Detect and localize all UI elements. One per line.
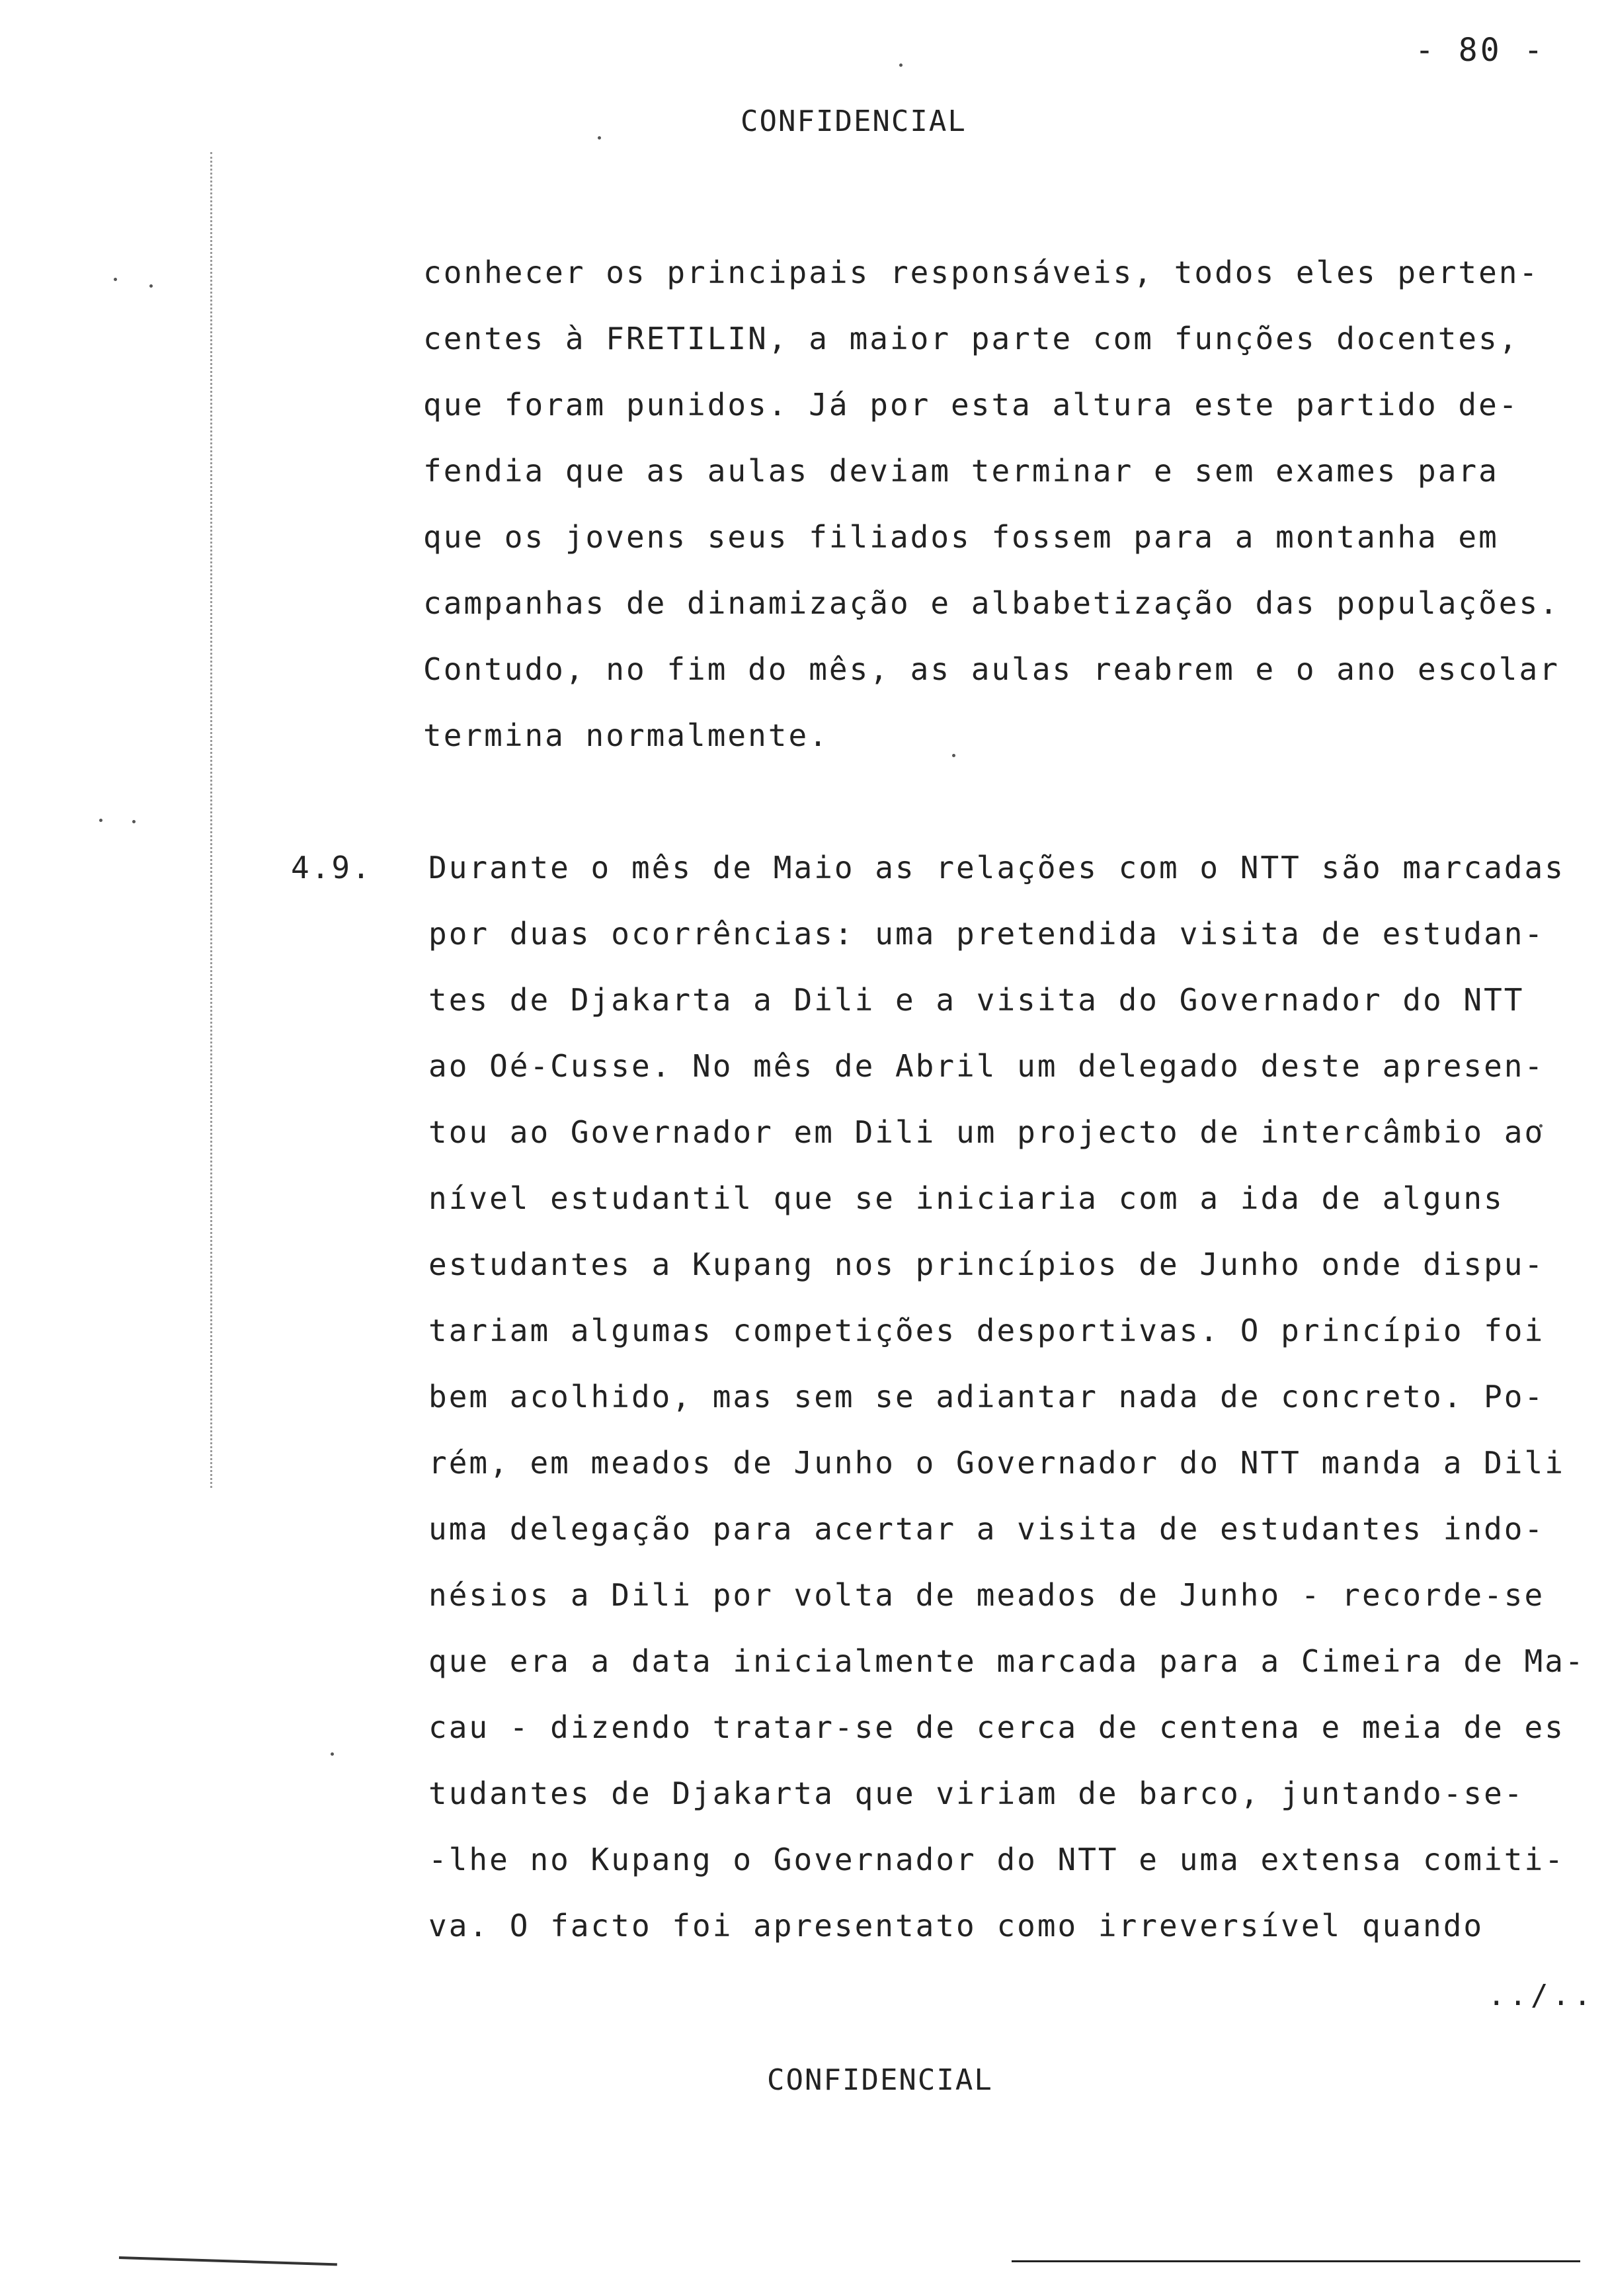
- text-line: que os jovens seus filiados fossem para a montanha em: [423, 519, 1499, 555]
- text-line: tariam algumas competições desportivas. O princípio foi: [428, 1313, 1545, 1348]
- text-line: centes à FRETILIN, a maior parte com funções docentes,: [423, 321, 1519, 356]
- page-number: - 80 -: [1415, 32, 1546, 69]
- text-line: -lhe no Kupang o Governador do NTT e uma extensa comiti-: [428, 1842, 1565, 1877]
- text-line: tudantes de Djakarta que viriam de barco, juntando-se-: [428, 1776, 1525, 1811]
- header-classification: CONFIDENCIAL: [741, 104, 967, 138]
- text-line: que era a data inicialmente marcada para a Cimeira de Ma-: [428, 1643, 1586, 1679]
- text-line: tes de Djakarta a Dili e a visita do Governador do NTT: [428, 982, 1525, 1018]
- text-line: estudantes a Kupang nos princípios de Junho onde dispu-: [428, 1247, 1545, 1282]
- scan-speck: [149, 284, 153, 288]
- text-line: que foram punidos. Já por esta altura este partido de-: [423, 387, 1519, 423]
- text-line: ao Oé-Cusse. No mês de Abril um delegado deste apresen-: [428, 1048, 1545, 1084]
- scan-speck: [114, 278, 117, 281]
- section-4-9-body: [428, 835, 1586, 1959]
- text-line: Durante o mês de Maio as relações com o NTT são marcadas: [428, 850, 1565, 885]
- scan-speck: [598, 136, 601, 140]
- text-line: Contudo, no fim do mês, as aulas reabrem e o ano escolar: [423, 651, 1560, 687]
- text-line: termina normalmente.: [423, 718, 829, 753]
- bottom-right-rule: [1012, 2260, 1580, 2262]
- scan-speck: [99, 819, 102, 822]
- text-line: rém, em meados de Junho o Governador do NTT manda a Dili: [428, 1445, 1565, 1481]
- text-line: conhecer os principais responsáveis, todos eles perten-: [423, 255, 1540, 290]
- text-line: va. O facto foi apresentato como irreversível quando: [428, 1908, 1484, 1944]
- text-line: cau - dizendo tratar-se de cerca de centena e meia de es: [428, 1709, 1565, 1745]
- continuation-marker: ../..: [1488, 1979, 1595, 2012]
- text-line: por duas ocorrências: uma pretendida visita de estudan-: [428, 916, 1545, 952]
- text-line: nésios a Dili por volta de meados de Junho - recorde-se: [428, 1577, 1545, 1613]
- scan-speck: [331, 1752, 334, 1756]
- text-line: bem acolhido, mas sem se adiantar nada de concreto. Po-: [428, 1379, 1545, 1414]
- text-line: uma delegação para acertar a visita de estudantes indo-: [428, 1511, 1545, 1547]
- text-line: tou ao Governador em Dili um projecto de intercâmbio ao: [428, 1114, 1545, 1150]
- scan-speck: [132, 820, 136, 823]
- bottom-left-rule: [119, 2256, 337, 2266]
- footer-classification: CONFIDENCIAL: [767, 2063, 993, 2097]
- section-number: 4.9.: [291, 850, 372, 885]
- text-line: fendia que as aulas deviam terminar e sem exames para: [423, 453, 1499, 489]
- text-line: nível estudantil que se iniciaria com a ida de alguns: [428, 1180, 1504, 1216]
- text-line: campanhas de dinamização e albabetização das populações.: [423, 585, 1560, 621]
- paragraph-continuation: [423, 239, 1560, 768]
- binding-dots: [210, 152, 212, 1488]
- scan-speck: [899, 63, 903, 67]
